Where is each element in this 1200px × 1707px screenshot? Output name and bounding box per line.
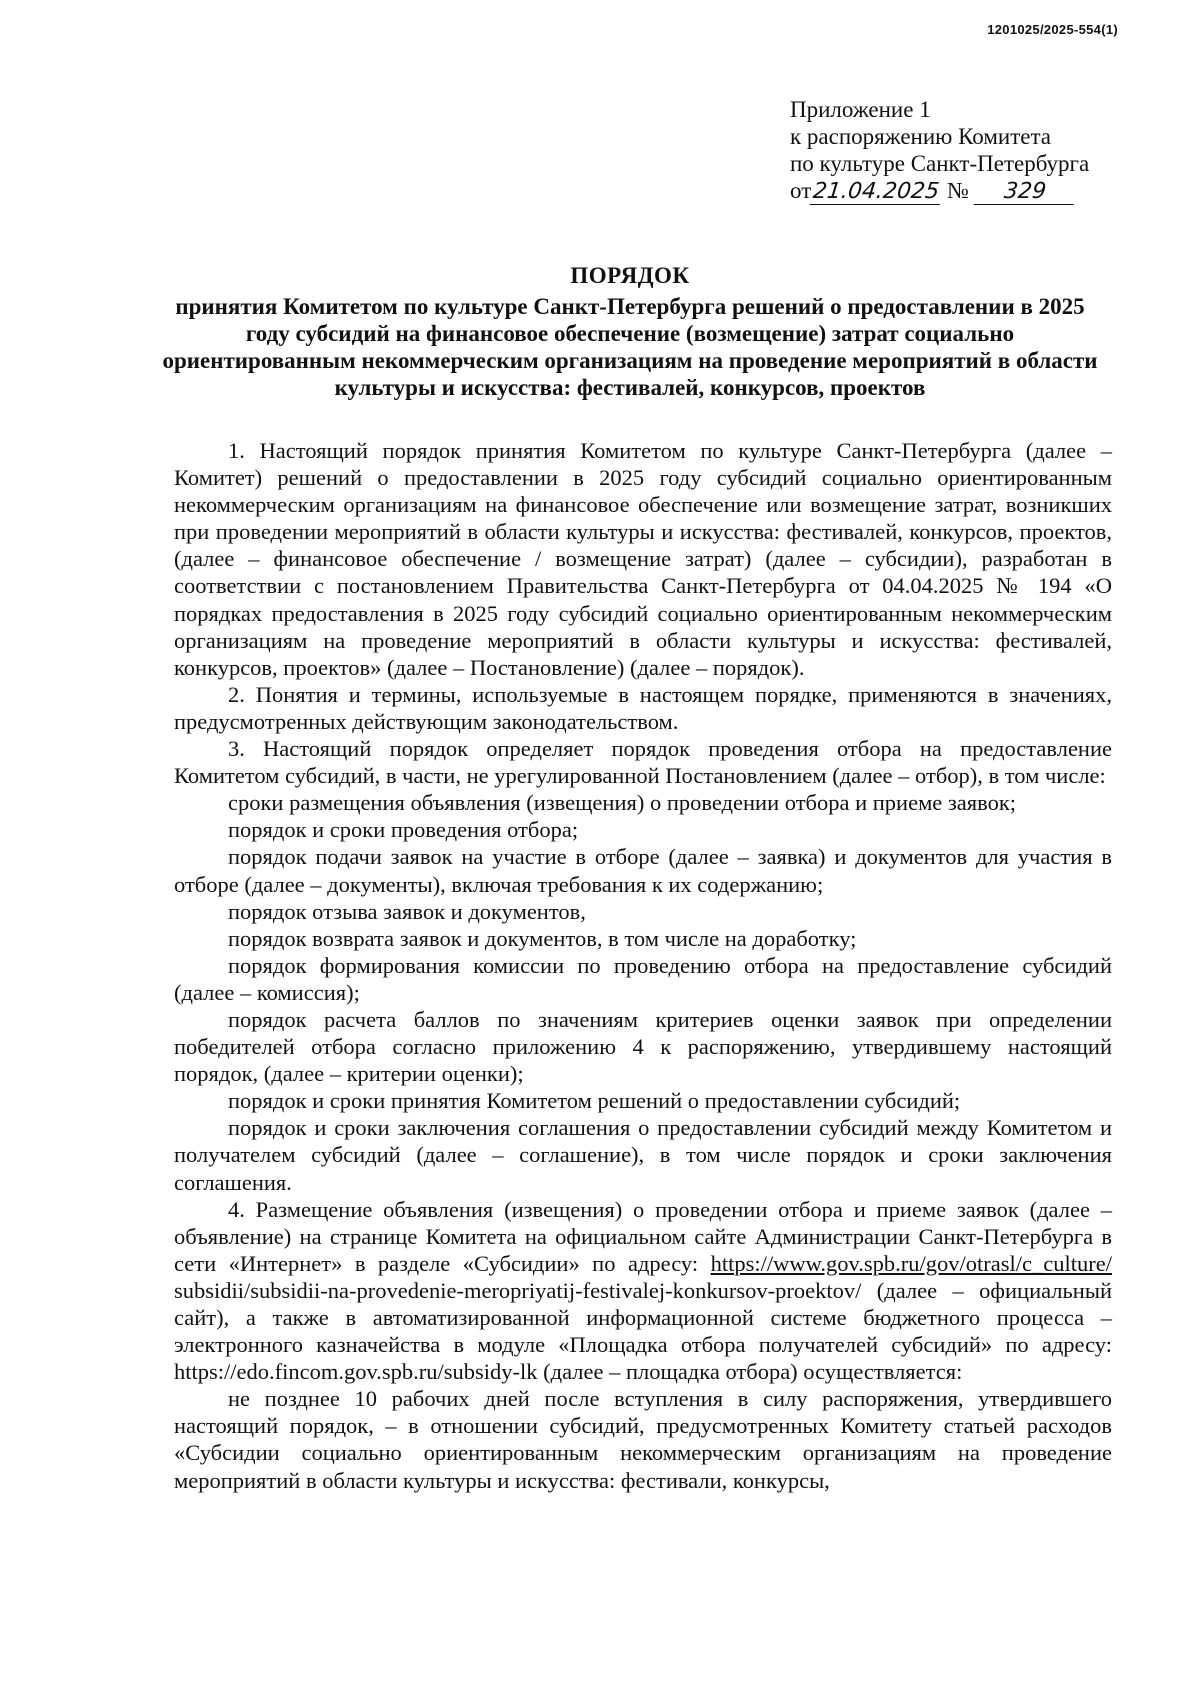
appendix-date-number-line bbox=[790, 177, 1089, 205]
list-item: порядок и сроки принятия Комитетом решений о предоставлении субсидий; bbox=[228, 1088, 961, 1114]
list-item: порядок возврата заявок и документов, в том числе на доработку; bbox=[228, 925, 857, 951]
list-item: порядок отзыва заявок и документов, bbox=[228, 898, 586, 924]
list-item: порядок и сроки заключения соглашения о предоставлении субсидий между Комитетом и получателем субсидий (далее – соглашение), в том числе порядок и сроки заключения соглашения. bbox=[174, 1115, 1112, 1195]
appendix-block bbox=[790, 96, 1089, 205]
paragraph-1: 1. Настоящий порядок принятия Комитетом по культуре Санкт-Петербурга (далее – Комитет) решений о предоставлении в 2025 году субсидий социально ориентированным некоммерческим организациям на финансовое обеспечение или возмещение затрат, возникших при проведении мероприятий в области культуры и искусства: фестивалей, конкурсов, проектов, (далее – финансовое обеспечение / возмещение затрат) (далее – субсидии), разработан в соответствии с постановлением Правительства Санкт-Петербурга от 04.04.2025 № 194 «О порядках предоставления в 2025 году субсидий социально ориентированным некоммерческим организациям на проведение мероприятий в области культуры и искусства: фестивалей, конкурсов, проектов» (далее – Постановление) (далее – порядок). bbox=[174, 438, 1112, 680]
appendix-line-1: Приложение 1 bbox=[790, 97, 931, 122]
paragraph-2: 2. Понятия и термины, используемые в настоящем порядке, применяются в значениях, предусмотренных действующим законодательством. bbox=[174, 681, 1112, 734]
paragraph-4 bbox=[174, 1196, 1112, 1386]
list-item: порядок и сроки проведения отбора; bbox=[228, 817, 579, 843]
document-heading bbox=[160, 262, 1100, 401]
list-item: порядок подачи заявок на участие в отборе (далее – заявка) и документов для участия в отборе (далее – документы), включая требования к их содержанию; bbox=[174, 844, 1112, 897]
list-item: сроки размещения объявления (извещения) о проведении отбора и приеме заявок; bbox=[228, 790, 1017, 816]
document-title: ПОРЯДОК bbox=[570, 263, 690, 288]
list-item: порядок формирования комиссии по проведению отбора на предоставление субсидий (далее – комиссия); bbox=[174, 952, 1112, 1005]
from-label: от bbox=[790, 178, 812, 203]
list-item: порядок расчета баллов по значениям критериев оценки заявок при определении победителей отбора согласно приложению 4 к распоряжению, утвердившему настоящий порядок, (далее – критерии оценки); bbox=[174, 1006, 1112, 1087]
document-registration-number: 1201025/2025-554(1) bbox=[987, 22, 1118, 37]
document-body bbox=[174, 437, 1112, 1494]
handwritten-date: 21.04.2025 bbox=[810, 180, 943, 205]
paragraph-4-text: 4. Размещение объявления (извещения) о проведении отбора и приеме заявок (далее – объявление) на странице Комитета на официальном сайте Администрации Санкт-Петербурга в сети «Интернет» в разделе «Субсидии» по адресу: bbox=[174, 1196, 1112, 1276]
handwritten-number: 329 bbox=[973, 180, 1076, 205]
paragraph-5: не позднее 10 рабочих дней после вступления в силу распоряжения, утвердившего настоящий порядок, – в отношении субсидий, предусмотренных Комитету статьей расходов «Субсидии социально ориентированным некоммерческим организациям на проведение мероприятий в области культуры и искусства: фестивали, конкурсы, bbox=[174, 1386, 1112, 1493]
appendix-line-2: к распоряжению Комитета bbox=[790, 124, 1051, 149]
official-site-link[interactable]: https://www.gov.spb.ru/gov/otrasl/c_culture/ bbox=[710, 1250, 1112, 1276]
number-label: № bbox=[946, 178, 969, 203]
appendix-line-3: по культуре Санкт-Петербурга bbox=[790, 151, 1090, 176]
paragraph-3: 3. Настоящий порядок определяет порядок проведения отбора на предоставление Комитетом субсидий, в части, не урегулированной Постановлением (далее – отбор), в том числе: bbox=[174, 736, 1112, 789]
document-subtitle: принятия Комитетом по культуре Санкт-Петербурга решений о предоставлении в 2025 году субсидий на финансовое обеспечение (возмещение) затрат социально ориентированным некоммерческим организациям на проведение мероприятий в области культуры и искусства: фестивалей, конкурсов, проектов bbox=[162, 294, 1098, 400]
paragraph-4-text-continued: subsidii/subsidii-na-provedenie-meropriyatij-festivalej-konkursov-proektov/ (далее – официальный сайт), а также в автоматизированной информационной системе бюджетного процесса – электронного казначейства в модуле «Площадка отбора получателей субсидий» по адресу: https://edo.fincom.gov.spb.ru/subsidy-lk (далее – площадка отбора) осуществляется: bbox=[174, 1277, 1112, 1385]
